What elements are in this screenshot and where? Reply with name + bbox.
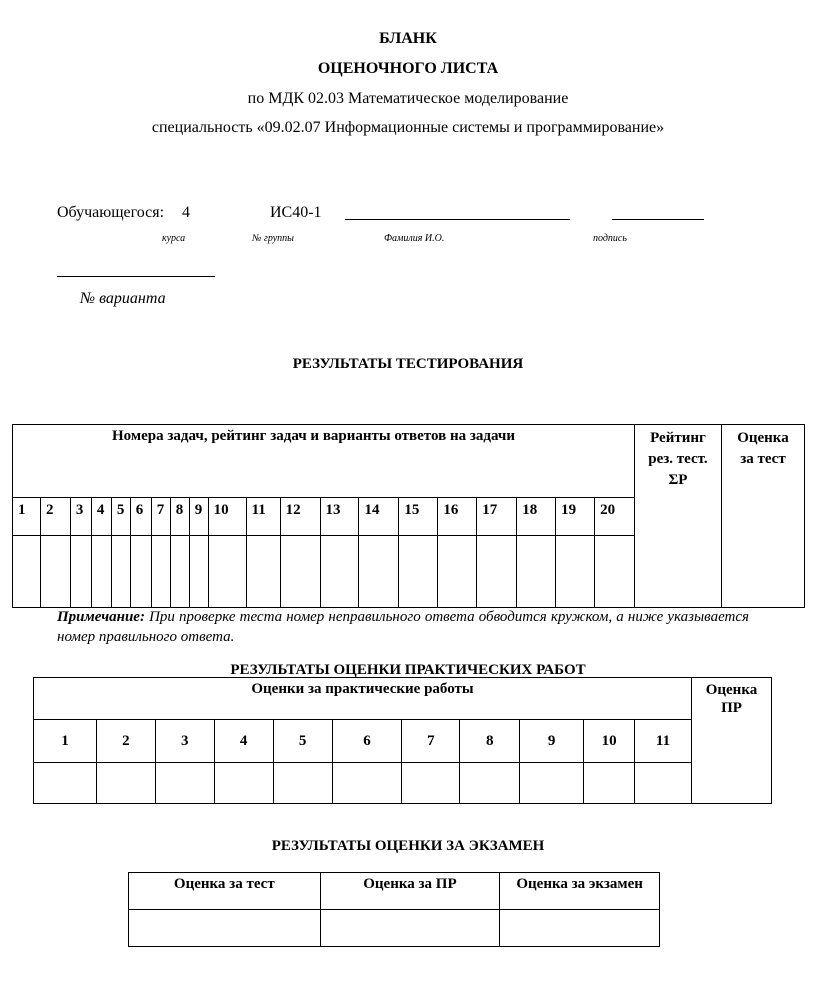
task-number: 2 xyxy=(40,498,70,535)
task-number: 19 xyxy=(556,498,595,535)
group-value[interactable]: ИС40-1 xyxy=(270,204,322,221)
note-paragraph xyxy=(57,607,749,647)
subject-line: по МДК 02.03 Математическое моделирование xyxy=(247,90,569,107)
caption-name: Фамилия И.О. xyxy=(384,233,445,244)
tasks-header: Номера задач, рейтинг задач и варианты ответов на задачи xyxy=(13,425,635,498)
task-number: 13 xyxy=(320,498,359,535)
pr-grade-header xyxy=(691,678,771,804)
answer-cell[interactable] xyxy=(189,535,208,607)
task-number: 8 xyxy=(170,498,189,535)
form-subtitle: ОЦЕНОЧНОГО ЛИСТА xyxy=(317,60,499,77)
answer-cell[interactable] xyxy=(40,535,70,607)
task-number: 17 xyxy=(477,498,517,535)
exam-col-test: Оценка за тест xyxy=(129,873,321,910)
task-number: 1 xyxy=(13,498,41,535)
work-number: 11 xyxy=(635,720,692,763)
answer-cell[interactable] xyxy=(130,535,151,607)
exam-pr-cell[interactable] xyxy=(320,910,500,947)
work-number: 3 xyxy=(155,720,214,763)
note-text: При проверке теста номер неправильного ответа обводится кружком, а ниже указывается номер правильного ответа. xyxy=(57,609,749,645)
work-grade-cell[interactable] xyxy=(402,763,460,804)
task-number: 12 xyxy=(280,498,320,535)
task-number: 14 xyxy=(359,498,399,535)
exam-col-exam: Оценка за экзамен xyxy=(500,873,660,910)
rating-header-line2: рез. тест. xyxy=(648,451,708,467)
work-grade-cell[interactable] xyxy=(155,763,214,804)
work-grade-cell[interactable] xyxy=(96,763,155,804)
work-number: 7 xyxy=(402,720,460,763)
exam-final-cell[interactable] xyxy=(500,910,660,947)
rating-header-line3: ΣР xyxy=(668,472,688,488)
task-number: 16 xyxy=(438,498,477,535)
student-name-field[interactable] xyxy=(345,219,570,220)
work-grade-cell[interactable] xyxy=(273,763,332,804)
work-grade-cell[interactable] xyxy=(584,763,635,804)
task-number: 5 xyxy=(111,498,130,535)
pr-grade-line2: ПР xyxy=(721,700,742,716)
answer-cell[interactable] xyxy=(91,535,111,607)
rating-header xyxy=(635,425,722,608)
form-title: БЛАНК xyxy=(379,30,437,47)
answer-cell[interactable] xyxy=(438,535,477,607)
answer-cell[interactable] xyxy=(111,535,130,607)
work-grade-cell[interactable] xyxy=(34,763,97,804)
practical-heading: РЕЗУЛЬТАТЫ ОЦЕНКИ ПРАКТИЧЕСКИХ РАБОТ xyxy=(230,662,586,678)
work-grade-cell[interactable] xyxy=(460,763,520,804)
answer-cell[interactable] xyxy=(399,535,438,607)
exam-test-cell[interactable] xyxy=(129,910,321,947)
work-grade-cell[interactable] xyxy=(214,763,273,804)
work-grade-cell[interactable] xyxy=(520,763,584,804)
test-grade-line2: за тест xyxy=(740,451,786,467)
student-label: Обучающегося: xyxy=(57,204,165,221)
answer-cell[interactable] xyxy=(477,535,517,607)
course-value[interactable]: 4 xyxy=(182,204,190,221)
task-number: 9 xyxy=(189,498,208,535)
variant-field[interactable] xyxy=(57,276,215,277)
work-number: 10 xyxy=(584,720,635,763)
variant-label: № варианта xyxy=(80,290,166,307)
task-number: 4 xyxy=(91,498,111,535)
test-grade-line1: Оценка xyxy=(737,430,789,446)
exam-table xyxy=(128,872,660,947)
work-number: 5 xyxy=(273,720,332,763)
work-number: 4 xyxy=(214,720,273,763)
signature-field[interactable] xyxy=(612,219,704,220)
pr-grade-line1: Оценка xyxy=(705,682,758,698)
answer-cell[interactable] xyxy=(280,535,320,607)
task-number: 6 xyxy=(130,498,151,535)
answer-cell[interactable] xyxy=(320,535,359,607)
work-number: 9 xyxy=(520,720,584,763)
task-number: 15 xyxy=(399,498,438,535)
answer-cell[interactable] xyxy=(208,535,246,607)
work-grade-cell[interactable] xyxy=(635,763,692,804)
exam-col-pr: Оценка за ПР xyxy=(320,873,500,910)
answer-cell[interactable] xyxy=(13,535,41,607)
testing-table xyxy=(12,424,805,608)
work-number: 6 xyxy=(332,720,402,763)
answer-cell[interactable] xyxy=(170,535,189,607)
task-number: 3 xyxy=(70,498,91,535)
work-grade-cell[interactable] xyxy=(332,763,402,804)
answer-cell[interactable] xyxy=(246,535,280,607)
test-grade-header xyxy=(721,425,804,608)
specialty-line: специальность «09.02.07 Информационные системы и программирование» xyxy=(151,119,665,136)
task-number: 10 xyxy=(208,498,246,535)
answer-cell[interactable] xyxy=(359,535,399,607)
answer-cell[interactable] xyxy=(595,535,635,607)
caption-course: курса xyxy=(162,233,186,244)
exam-heading: РЕЗУЛЬТАТЫ ОЦЕНКИ ЗА ЭКЗАМЕН xyxy=(271,838,545,854)
works-header: Оценки за практические работы xyxy=(34,678,692,720)
task-number: 7 xyxy=(151,498,170,535)
note-label: Примечание: xyxy=(57,609,145,625)
work-number-row xyxy=(34,720,772,763)
testing-heading: РЕЗУЛЬТАТЫ ТЕСТИРОВАНИЯ xyxy=(292,356,524,372)
rating-header-line1: Рейтинг xyxy=(650,430,706,446)
task-number: 11 xyxy=(246,498,280,535)
caption-group: № группы xyxy=(252,233,294,244)
work-number: 8 xyxy=(460,720,520,763)
answer-cell[interactable] xyxy=(151,535,170,607)
answer-cell[interactable] xyxy=(70,535,91,607)
work-grade-row xyxy=(34,763,772,804)
answer-cell[interactable] xyxy=(517,535,556,607)
practical-table xyxy=(33,677,772,804)
caption-signature: подпись xyxy=(593,233,627,244)
task-number: 18 xyxy=(517,498,556,535)
work-number: 1 xyxy=(34,720,97,763)
task-number: 20 xyxy=(595,498,635,535)
answer-cell[interactable] xyxy=(556,535,595,607)
work-number: 2 xyxy=(96,720,155,763)
